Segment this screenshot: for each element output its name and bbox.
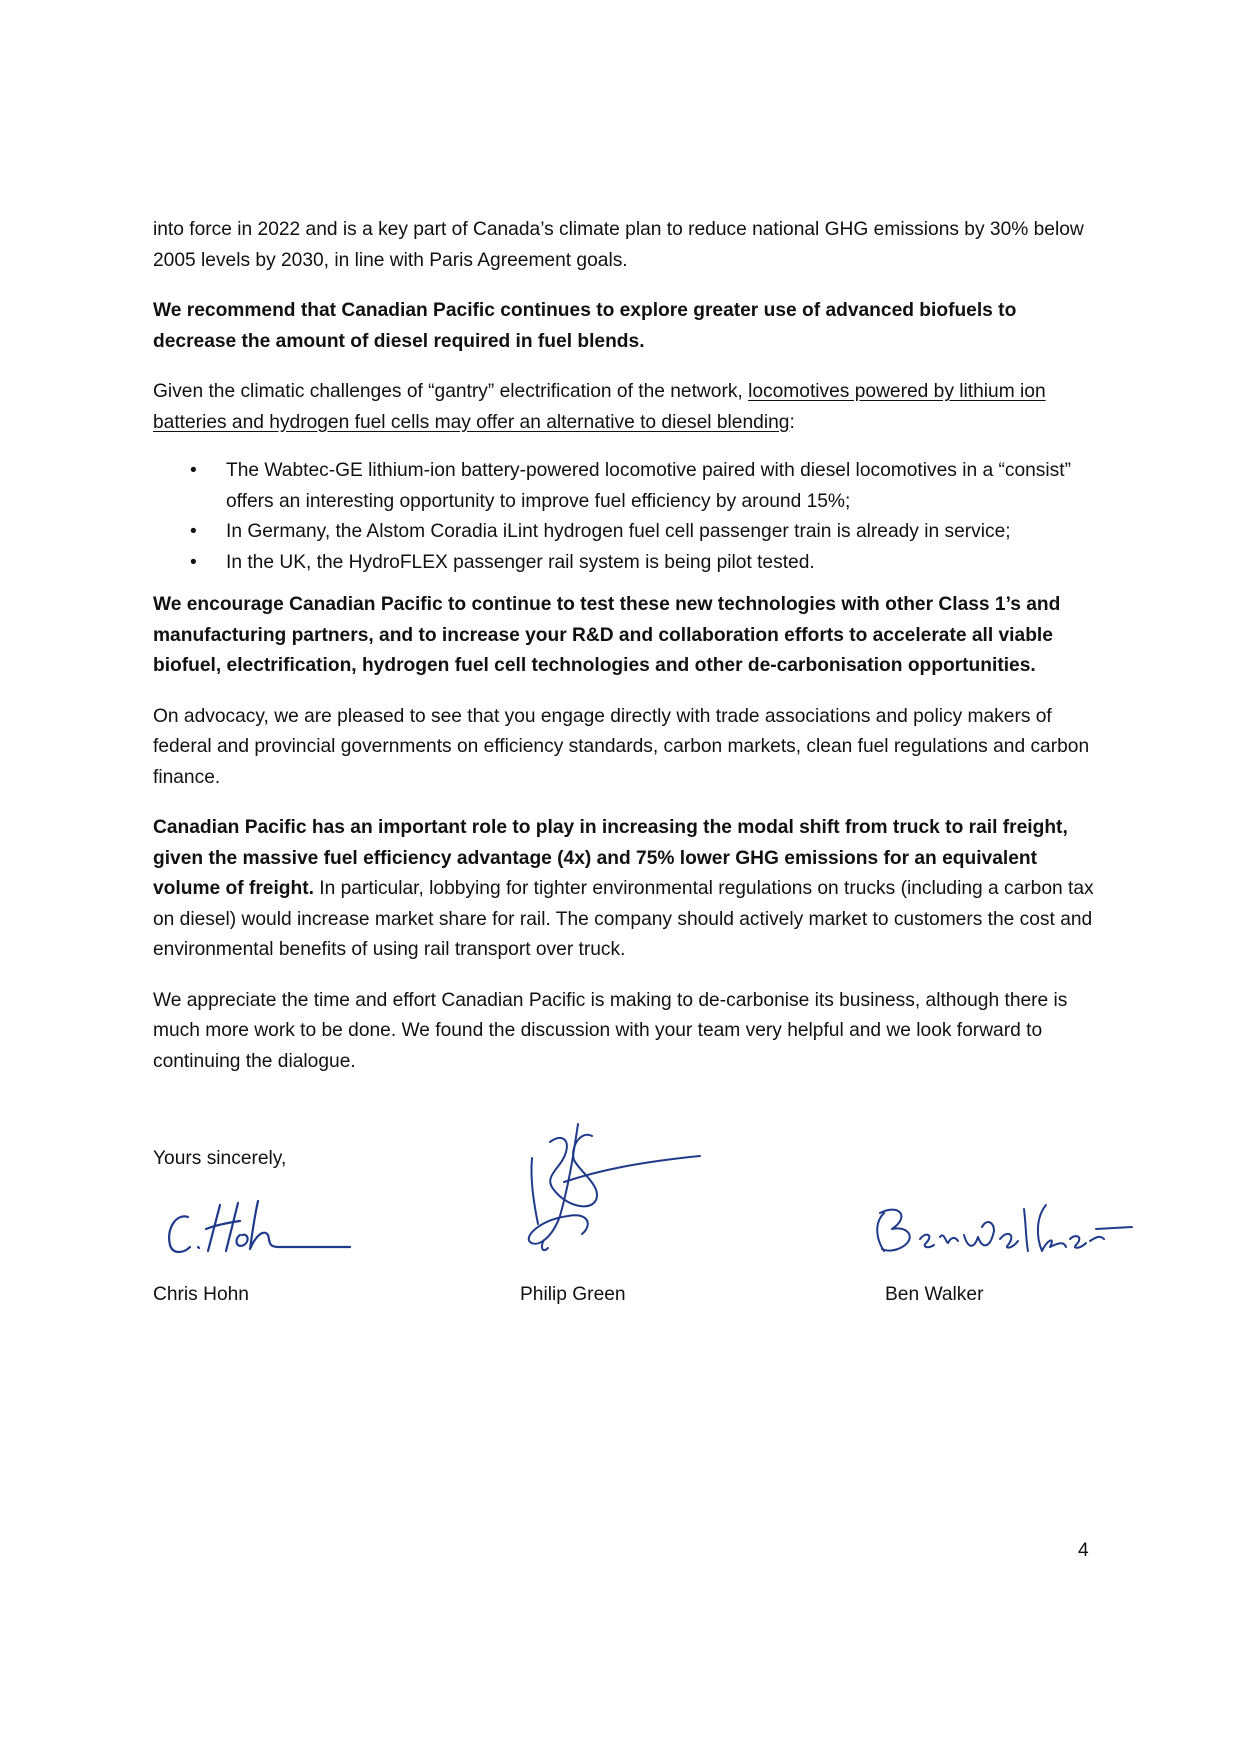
encouragement-new-technologies: We encourage Canadian Pacific to continue to test these new technologies with other Class 1’s and manufacturing partners, and to increase your R&D and collaboration efforts to accelerate all viable biofuel, electrification, hydrogen fuel cell technologies and other de-carbonisation opportunities. bbox=[153, 594, 1061, 676]
bullet-icon: • bbox=[190, 460, 197, 481]
closing-salutation: Yours sincerely, bbox=[153, 1148, 287, 1169]
paragraph-advocacy: On advocacy, we are pleased to see that you engage directly with trade associations and policy makers of federal and provincial governments on efficiency standards, carbon markets, clean fuel regulations and carbon finance. bbox=[153, 705, 1090, 788]
recommendation-biofuels: We recommend that Canadian Pacific continues to explore greater use of advanced biofuels to decrease the amount of diesel required in fuel blends. bbox=[153, 300, 1017, 352]
bullet-text: In the UK, the HydroFLEX passenger rail system is being pilot tested. bbox=[226, 551, 815, 573]
list-item bbox=[153, 548, 1098, 579]
signer-name-chris-hohn: Chris Hohn bbox=[153, 1284, 249, 1305]
bullet-text: The Wabtec-GE lithium-ion battery-powered locomotive paired with diesel locomotives in a “consist” offers an interesting opportunity to improve fuel efficiency by around 15%; bbox=[226, 460, 1071, 512]
signature-chris-hohn-icon bbox=[160, 1195, 360, 1265]
bullet-icon: • bbox=[190, 521, 197, 542]
list-item bbox=[153, 517, 1098, 548]
bullet-icon: • bbox=[190, 551, 197, 573]
letter-body bbox=[153, 215, 1098, 1097]
alternatives-lead: Given the climatic challenges of “gantry” electrification of the network, bbox=[153, 381, 749, 402]
signature-philip-green-icon bbox=[520, 1120, 705, 1260]
alternatives-tail: : bbox=[789, 411, 795, 433]
page-number: 4 bbox=[1078, 1540, 1089, 1561]
bullet-text: In Germany, the Alstom Coradia iLint hydrogen fuel cell passenger train is already in service; bbox=[226, 521, 1011, 542]
paragraph-appreciation: We appreciate the time and effort Canadian Pacific is making to de-carbonise its business, although there is much more work to be done. We found the discussion with your team very helpful and we look forward to continuing the dialogue. bbox=[153, 989, 1068, 1072]
paragraph-modal-shift bbox=[153, 813, 1098, 966]
signer-name-ben-walker: Ben Walker bbox=[885, 1284, 984, 1305]
technology-bullet-list bbox=[153, 456, 1098, 578]
signature-ben-walker-icon bbox=[870, 1195, 1140, 1265]
paragraph-ghg-target: into force in 2022 and is a key part of Canada’s climate plan to reduce national GHG emissions by 30% below 2005 levels by 2030, in line with Paris Agreement goals. bbox=[153, 219, 1084, 271]
signer-name-philip-green: Philip Green bbox=[520, 1284, 626, 1305]
modal-shift-bold: Canadian Pacific has an important role to play in increasing the modal shift from truck to rail freight, given the massive fuel efficiency advantage (4x) and 75% lower GHG emissions for an equivalent volume of freight. bbox=[153, 817, 1068, 899]
modal-shift-rest: In particular, lobbying for tighter environmental regulations on trucks (including a carbon tax on diesel) would increase market share for rail. The company should actively market to customers the cost and environmental benefits of using rail transport over truck. bbox=[153, 878, 1094, 960]
alternatives-underlined: locomotives powered by lithium ion batteries and hydrogen fuel cells may offer an alternative to diesel blending bbox=[153, 381, 1046, 433]
list-item bbox=[153, 456, 1098, 517]
paragraph-alternatives bbox=[153, 377, 1098, 438]
